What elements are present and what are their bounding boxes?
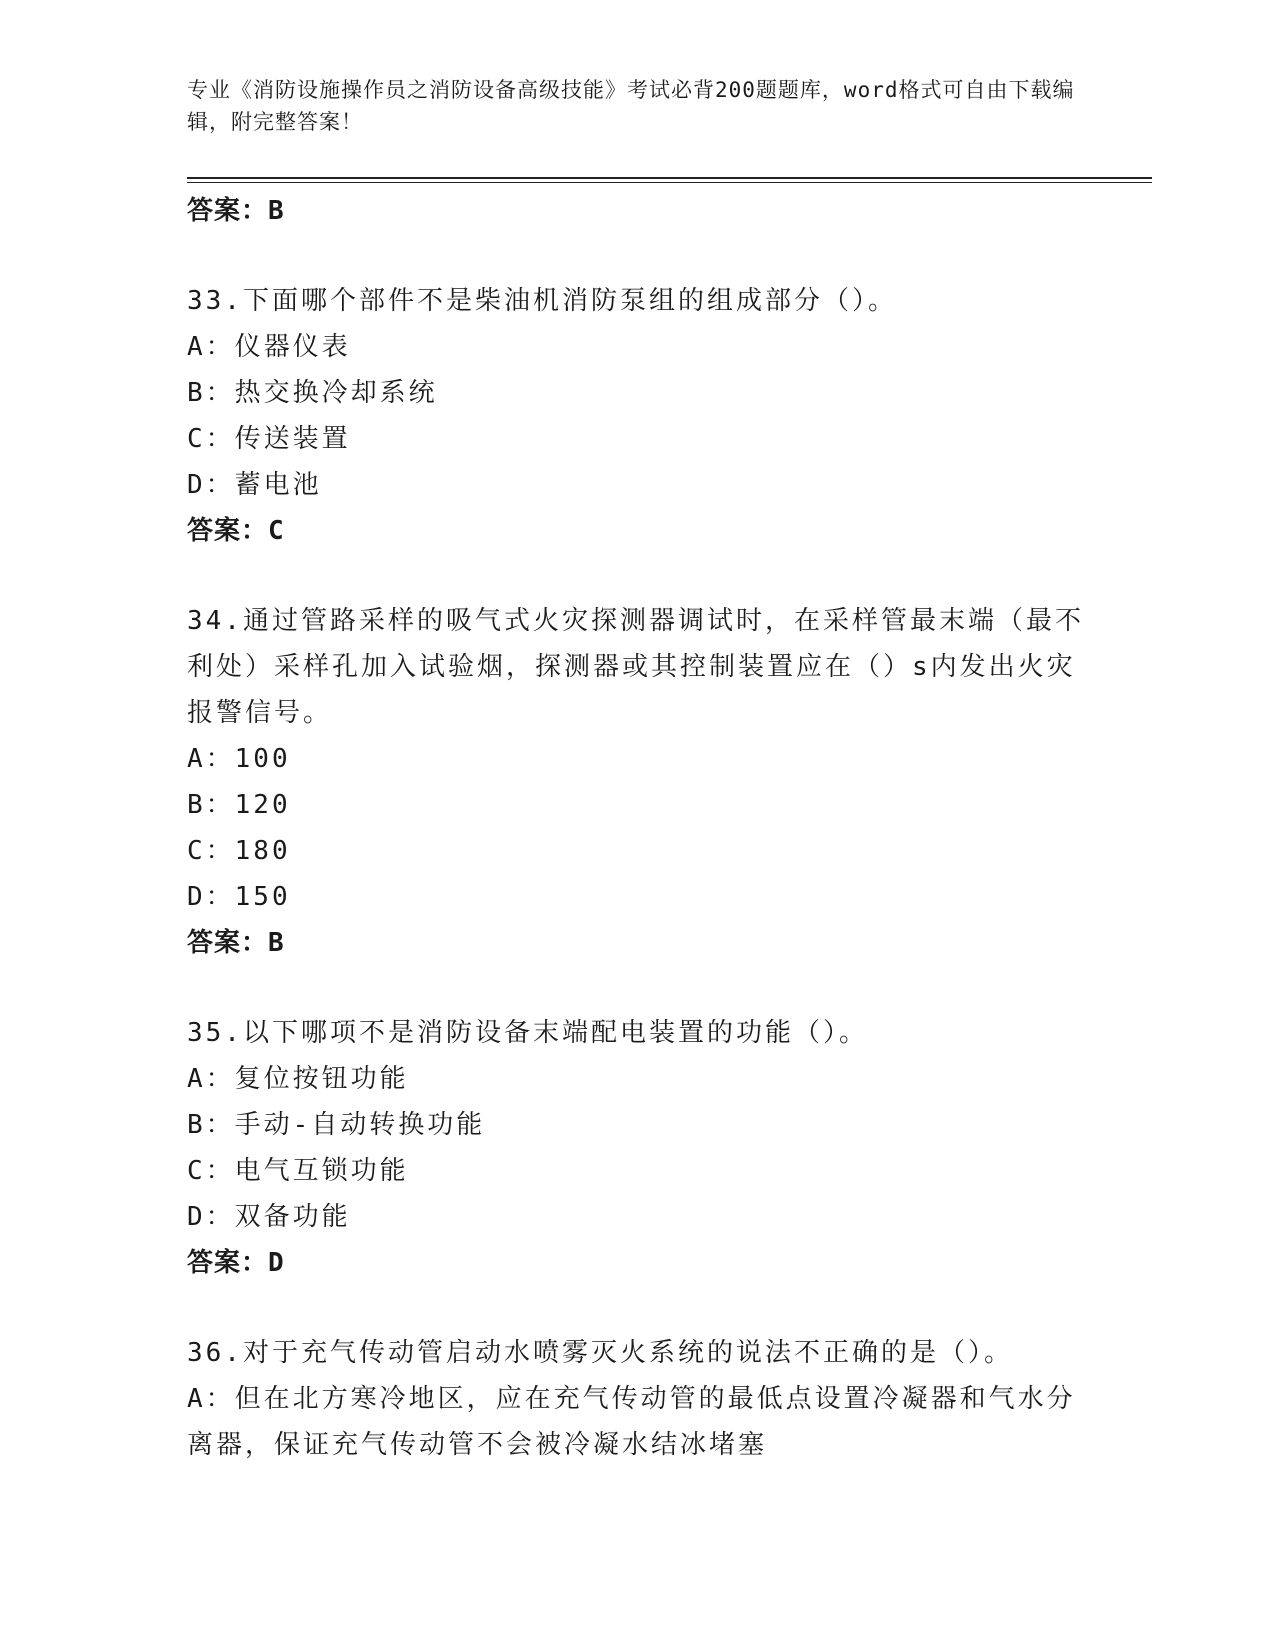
question-33-answer: 答案：C: [187, 516, 285, 546]
question-34-text: 34.通过管路采样的吸气式火灾探测器调试时，在采样管最末端（最不利处）采样孔加入试验烟，探测器或其控制装置应在（）s内发出火灾报警信号。: [187, 606, 1084, 728]
spacer: [187, 554, 1087, 598]
question-34: [187, 598, 1087, 966]
spacer: [187, 966, 1087, 1010]
question-35-option-c: C：电气互锁功能: [187, 1156, 409, 1186]
question-34-answer: 答案：B: [187, 928, 285, 958]
spacer: [187, 1286, 1087, 1330]
question-33: [187, 278, 1087, 554]
question-36-text: 36.对于充气传动管启动水喷雾灭火系统的说法不正确的是（）。: [187, 1338, 1013, 1368]
question-34-option-b: B：120: [187, 790, 291, 820]
question-35-option-a: A：复位按钮功能: [187, 1064, 409, 1094]
question-34-option-a: A：100: [187, 744, 291, 774]
question-35-text: 35.以下哪项不是消防设备末端配电装置的功能（）。: [187, 1018, 868, 1048]
spacer: [187, 234, 1087, 278]
question-34-option-c: C：180: [187, 836, 291, 866]
question-33-option-d: D：蓄电池: [187, 470, 322, 500]
question-35-option-b: B：手动-自动转换功能: [187, 1110, 486, 1140]
question-36-option-a: A：但在北方寒冷地区，应在充气传动管的最低点设置冷凝器和气水分离器，保证充气传动管不会被冷凝水结冰堵塞: [187, 1384, 1076, 1460]
question-36: [187, 1330, 1087, 1468]
question-35: [187, 1010, 1087, 1286]
document-header: 专业《消防设施操作员之消防设备高级技能》考试必背200题题库，word格式可自由下载编辑，附完整答案！: [187, 78, 1075, 134]
question-33-option-a: A：仪器仪表: [187, 332, 351, 362]
answer-prev: 答案：B: [187, 196, 285, 226]
question-33-text: 33.下面哪个部件不是柴油机消防泵组的组成部分（）。: [187, 286, 897, 316]
question-34-option-d: D：150: [187, 882, 291, 912]
question-35-answer: 答案：D: [187, 1248, 285, 1278]
question-35-option-d: D：双备功能: [187, 1202, 351, 1232]
question-33-option-c: C：传送装置: [187, 424, 351, 454]
question-33-option-b: B：热交换冷却系统: [187, 378, 438, 408]
header-divider: [187, 177, 1152, 183]
question-list: [187, 188, 1087, 1468]
